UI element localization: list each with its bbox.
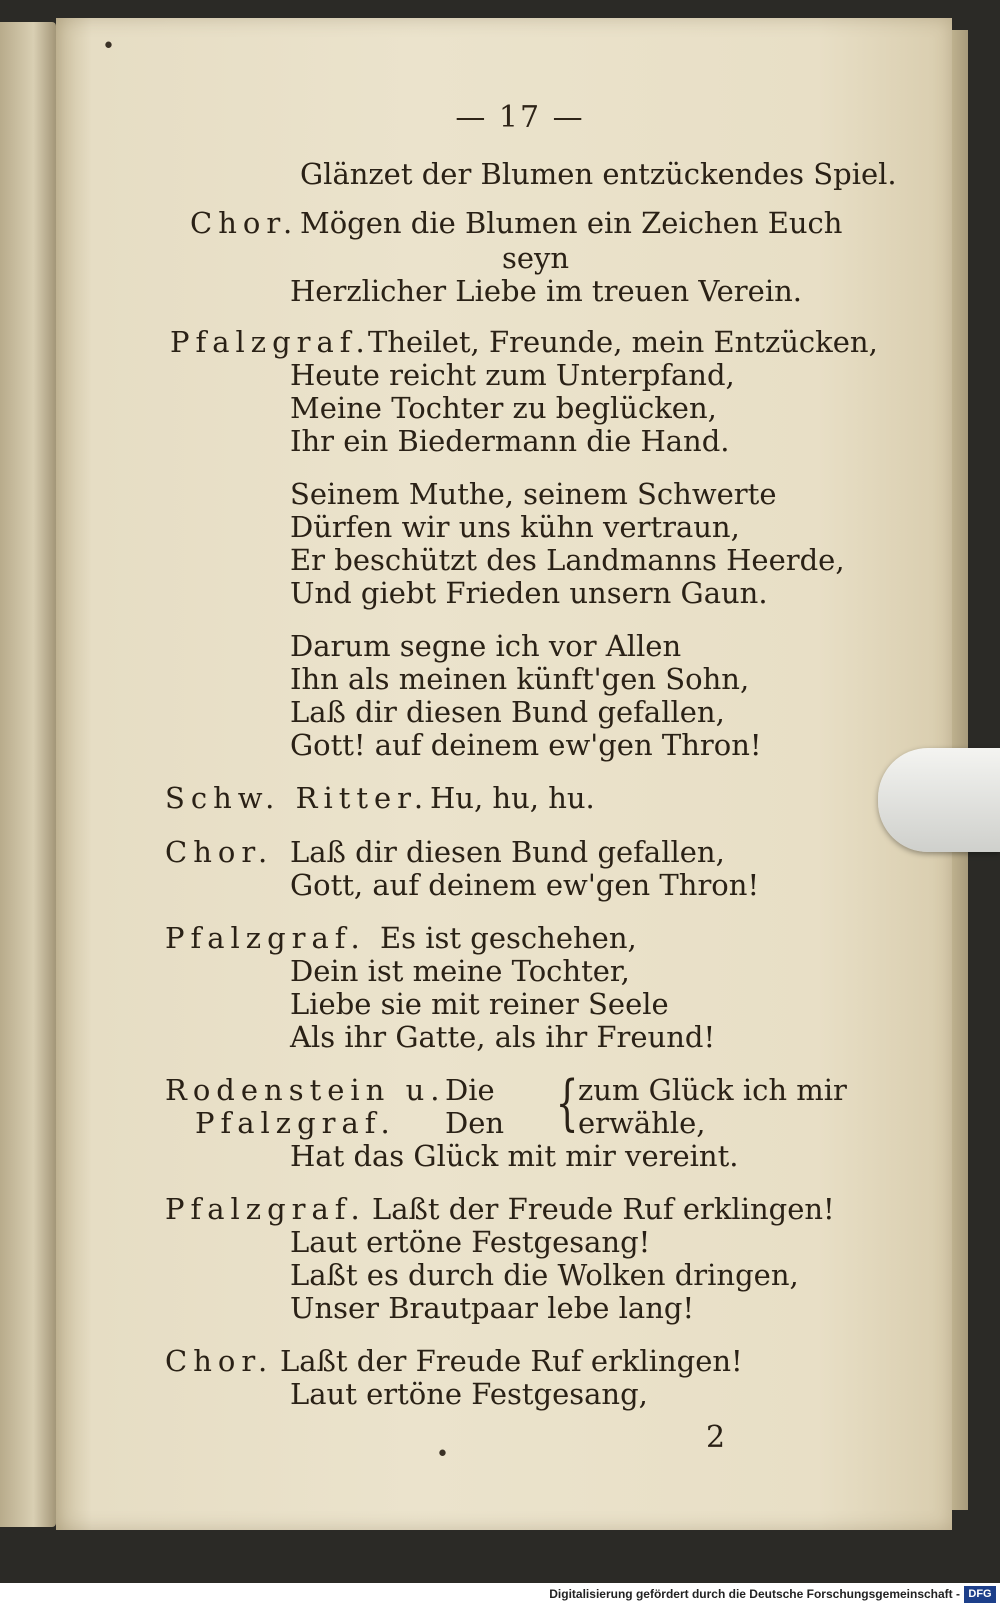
verse-line: Gott! auf deinem ew'gen Thron! [290, 728, 762, 762]
verse-line: Dein ist meine Tochter, [290, 954, 630, 988]
verse-line: Unser Brautpaar lebe lang! [290, 1291, 695, 1325]
verse-line: Laut ertöne Festgesang! [290, 1225, 651, 1259]
verse-line: Laßt es durch die Wolken dringen, [290, 1258, 799, 1292]
speaker-label: Pfalzgraf. [165, 921, 366, 955]
dfg-logo: DFG [964, 1586, 996, 1603]
verse-line: Ihn als meinen künft'gen Sohn, [290, 662, 750, 696]
verse-line: Gott, auf deinem ew'gen Thron! [290, 868, 760, 902]
verse-line: erwähle, [578, 1106, 706, 1140]
speaker-label: Pfalzgraf. [195, 1106, 396, 1140]
verse-line: Theilet, Freunde, mein Entzücken, [368, 325, 878, 359]
verse-line: Die [445, 1073, 495, 1107]
page-number: — 17 — [455, 100, 585, 135]
verse-line: Laß dir diesen Bund gefallen, [290, 695, 725, 729]
speaker-label: Pfalzgraf. [165, 1192, 366, 1226]
verse-line: Meine Tochter zu beglücken, [290, 391, 717, 425]
speaker-label: Pfalzgraf. [170, 325, 371, 359]
verse-line: Laß dir diesen Bund gefallen, [290, 835, 725, 869]
ink-speck: • [436, 1442, 449, 1467]
ink-speck: • [102, 34, 115, 59]
verse-line: Darum segne ich vor Allen [290, 629, 682, 663]
page-clip-tab [878, 748, 1000, 852]
verse-line: Heute reicht zum Unterpfand, [290, 358, 735, 392]
verse-line: seyn [502, 241, 570, 275]
speaker-label: Schw. Ritter. [165, 781, 430, 815]
verse-line: Herzlicher Liebe im treuen Verein. [290, 274, 802, 308]
verse-line: Ihr ein Biedermann die Hand. [290, 424, 730, 458]
verse-line: Als ihr Gatte, als ihr Freund! [290, 1020, 716, 1054]
verse-line: zum Glück ich mir [578, 1073, 847, 1107]
verse-line: Glänzet der Blumen entzückendes Spiel. [300, 157, 897, 191]
verse-line: Hu, hu, hu. [430, 781, 595, 815]
verse-line: Mögen die Blumen ein Zeichen Euch [300, 206, 843, 240]
verse-line: Laßt der Freude Ruf erklingen! [280, 1344, 743, 1378]
speaker-label: Chor. [165, 835, 274, 869]
verse-line: Dürfen wir uns kühn vertraun, [290, 510, 740, 544]
verse-line: Und giebt Frieden unsern Gaun. [290, 576, 768, 610]
speaker-label: Chor. [165, 1344, 274, 1378]
verse-line: Es ist geschehen, [380, 921, 637, 955]
verse-line: Er beschützt des Landmanns Heerde, [290, 543, 845, 577]
verse-line: Liebe sie mit reiner Seele [290, 987, 669, 1021]
verse-line: Laßt der Freude Ruf erklingen! [372, 1192, 835, 1226]
verse-line: Seinem Muthe, seinem Schwerte [290, 477, 777, 511]
previous-page-edge [0, 22, 56, 1527]
footer-credit: Digitalisierung gefördert durch die Deutsche Forschungsgemeinschaft - [549, 1587, 960, 1601]
verse-line: Hat das Glück mit mir vereint. [290, 1139, 739, 1173]
speaker-label: Chor. [190, 206, 299, 240]
digitization-footer [0, 1583, 1000, 1607]
verse-line: Den [445, 1106, 505, 1140]
brace-glyph: { [555, 1068, 579, 1138]
signature-mark: 2 [706, 1420, 726, 1455]
verse-line: Laut ertöne Festgesang, [290, 1377, 648, 1411]
speaker-label: Rodenstein u. [165, 1073, 446, 1107]
